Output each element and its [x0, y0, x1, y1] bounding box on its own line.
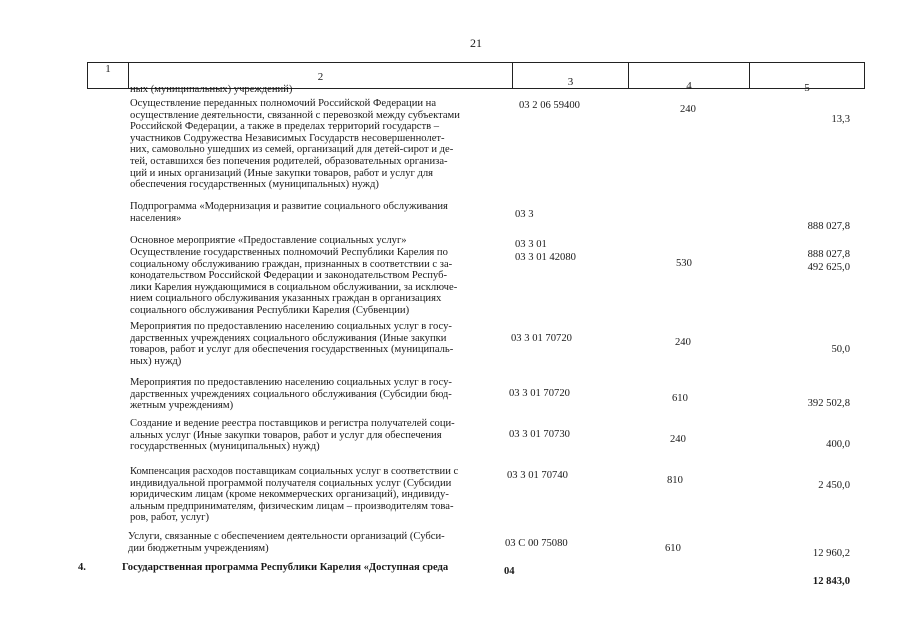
- row-description: Осуществление переданных полномочий Российской Федерации на осуществление деятельности, связанной с перевозкой между субъектами Российской Федерации, а также в пределах территорий государств – участников Содружества Независимых Государств несовершеннолет- них, самовольно ушедших из семей, организаций для детей-сирот и де- тей, оставшихся без попечения родителей, образовательных организа- ций и иных организаций (Иные закупки товаров, работ и услуг для обеспечения государственных (муниципальных) нужд): [130, 98, 460, 191]
- row-description: Основное мероприятие «Предоставление социальных услуг»: [130, 235, 407, 246]
- row-amount: 12 960,2: [812, 548, 850, 559]
- row-expense-type: 240: [680, 104, 696, 115]
- row-index: 4.: [78, 562, 86, 573]
- row-description: Компенсация расходов поставщикам социальных услуг в соответствии с индивидуальной программой получателя социальных услуг (Субсидии юридическим лицам (кроме некоммерческих организаций), индивиду- альным предпринимателям, физическим лицам – производителям това- ров, работ, услуг): [130, 466, 459, 524]
- header-col-2: 2: [317, 71, 324, 83]
- row-code: 03 3 01 70720: [509, 388, 570, 399]
- row-description: ных (муниципальных) учреждений): [130, 84, 293, 95]
- header-col-1: 1: [105, 63, 111, 75]
- header-divider-6: [864, 62, 865, 89]
- row-description: Мероприятия по предоставлению населению социальных услуг в госу- дарственных учреждениях социального обслуживания (Субсидии бюд- жетным учреждениям): [130, 377, 452, 412]
- row-description: Государственная программа Республики Карелия «Доступная среда: [122, 562, 449, 573]
- row-amount: 12 843,0: [812, 576, 850, 587]
- page-number: 21: [470, 36, 482, 50]
- row-description: Создание и ведение реестра поставщиков и регистра получателей соци- альных услуг (Иные закупки товаров, работ и услуг для обеспечения государственных (муниципальных) нужд): [130, 418, 455, 453]
- row-amount: 13,3: [831, 114, 850, 125]
- row-code: 03 3 01 42080: [515, 252, 576, 263]
- row-amount: 2 450,0: [818, 480, 850, 491]
- row-expense-type: 240: [675, 337, 691, 348]
- row-amount: 50,0: [831, 344, 850, 355]
- row-code: 03 С 00 75080: [505, 538, 568, 549]
- row-code: 03 3 01 70730: [509, 429, 570, 440]
- row-expense-type: 530: [676, 258, 692, 269]
- row-expense-type: 610: [665, 543, 681, 554]
- header-col-5: 5: [804, 82, 810, 94]
- row-code: 03 2 06 59400: [519, 100, 580, 111]
- row-code: 03 3 01 70720: [511, 333, 572, 344]
- row-code: 03 3 01 70740: [507, 470, 568, 481]
- row-expense-type: 240: [670, 434, 686, 445]
- row-description: Подпрограмма «Модернизация и развитие социального обслуживания населения»: [130, 201, 448, 224]
- row-code: 04: [504, 566, 515, 577]
- row-amount: 888 027,8: [807, 221, 850, 232]
- row-description: Мероприятия по предоставлению населению социальных услуг в госу- дарственных учреждениях социального обслуживания (Иные закупки товаров, работ и услуг для обеспечения государственных (муниципаль- ных) нужд): [130, 321, 454, 367]
- row-amount: 400,0: [826, 439, 850, 450]
- row-amount: 492 625,0: [807, 262, 850, 273]
- row-code: 03 3: [515, 209, 534, 220]
- header-col-4: 4: [686, 80, 692, 92]
- row-description: Осуществление государственных полномочий Республики Карелия по социальному обслуживанию граждан, признанных в соответствии с за- конодательством Российской Федерации и законодательством Респуб- лики Карелия нуждающимися в социальном обслуживании, за исключе- нием социального обслуживания указанных граждан в организациях социального обслуживания Республики Карелия (Субвенции): [130, 247, 458, 316]
- row-code: 03 3 01: [515, 239, 547, 250]
- row-amount: 392 502,8: [807, 398, 850, 409]
- row-amount: 888 027,8: [807, 249, 850, 260]
- row-description: Услуги, связанные с обеспечением деятельности организаций (Субси- дии бюджетным учреждениям): [128, 531, 445, 554]
- row-expense-type: 810: [667, 475, 683, 486]
- header-col-3: 3: [567, 76, 574, 88]
- row-expense-type: 610: [672, 393, 688, 404]
